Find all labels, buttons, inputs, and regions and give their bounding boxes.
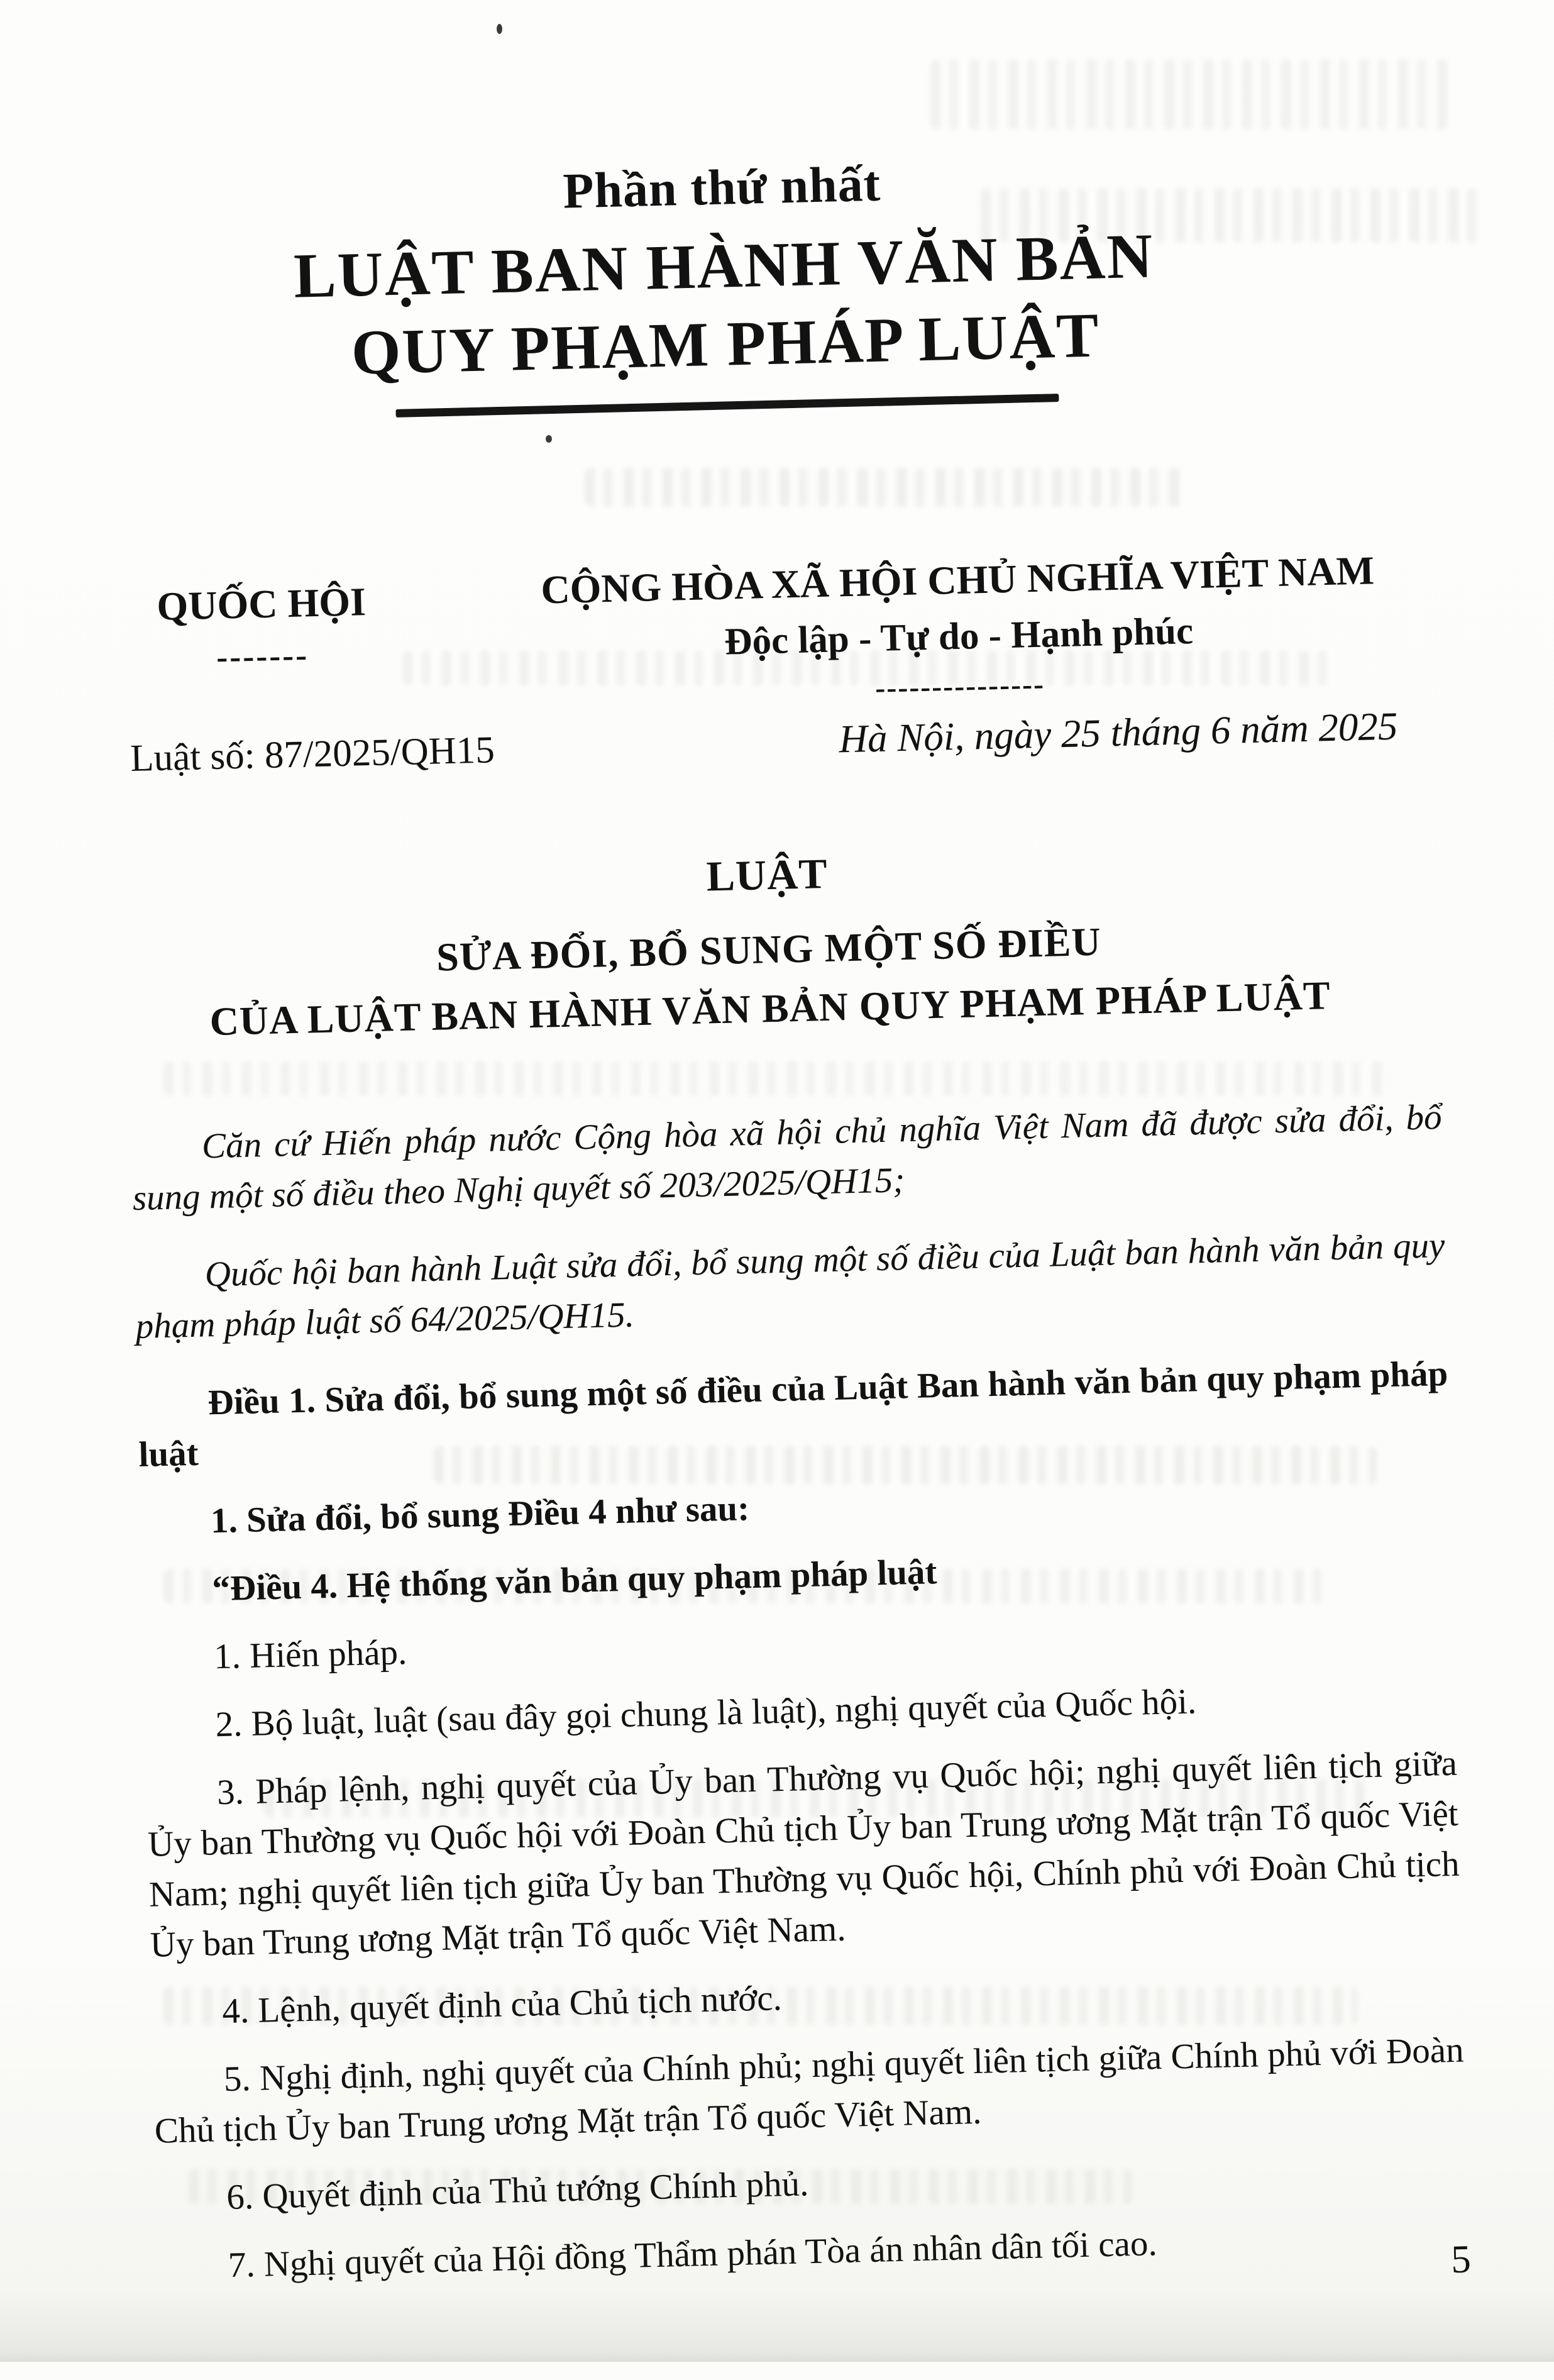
clause-heading: 1. Sửa đổi, bổ sung Điều 4 như sau: — [210, 1488, 750, 1541]
law-number: Luật số: 87/2025/QH15 — [130, 729, 495, 780]
law-title-main: LUẬT — [705, 849, 829, 900]
title-underline-rule — [395, 394, 1059, 418]
issuer-name: QUỐC HỘI — [156, 579, 366, 629]
preamble-paragraph: Căn cứ Hiến pháp nước Cộng hòa xã hội chủ nghĩa Việt Nam đã được sửa đổi, bổ sung một số điều theo Nghị quyết số 203/2025/QH15; — [132, 1097, 1443, 1219]
list-item: 5. Nghị định, nghị quyết của Chính phủ; nghị quyết liên tịch giữa Chính phủ với Đoàn Chủ tịch Ủy ban Trung ương Mặt trận Tổ quốc Việt Nam. — [154, 2030, 1465, 2151]
article-heading: Điều 1. Sửa đổi, bổ sung một số điều của Luật Ban hành văn bản quy phạm pháp luật — [138, 1353, 1448, 1475]
list-item: 2. Bộ luật, luật (sau đây gọi chung là luật), nghị quyết của Quốc hội. — [214, 1681, 1197, 1745]
part-name: Phần thứ nhất — [562, 156, 882, 219]
page-number: 5 — [1450, 2237, 1472, 2282]
issuer-divider: ------- — [216, 636, 309, 676]
letterhead-issuer — [123, 578, 401, 678]
law-body — [131, 1092, 1472, 2310]
list-item: 7. Nghị quyết của Hội đồng Thẩm phán Tòa án nhân dân tối cao. — [228, 2223, 1158, 2285]
list-item: 4. Lệnh, quyết định của Chủ tịch nước. — [221, 1978, 783, 2032]
nation-divider: --------------- — [874, 667, 1045, 706]
letterhead-nation — [536, 547, 1381, 714]
nation-motto-line-2: Độc lập - Tự do - Hạnh phúc — [724, 610, 1194, 663]
part-header — [0, 142, 1475, 428]
nation-motto-line-1: CỘNG HÒA XÃ HỘI CHỦ NGHĨA VIỆT NAM — [540, 548, 1375, 612]
dateline: Hà Nội, ngày 25 tháng 6 năm 2025 — [838, 704, 1399, 761]
preamble-paragraph: Quốc hội ban hành Luật sửa đổi, bổ sung một số điều của Luật ban hành văn bản quy phạm pháp luật số 64/2025/QH15. — [135, 1225, 1446, 1347]
part-title-line-1: LUẬT BAN HÀNH VĂN BẢN — [292, 220, 1155, 311]
law-title — [0, 832, 1548, 1050]
law-title-sub-2: CỦA LUẬT BAN HÀNH VĂN BẢN QUY PHẠM PHÁP LUẬT — [209, 973, 1331, 1044]
list-item: 3. Pháp lệnh, nghị quyết của Ủy ban Thường vụ Quốc hội; nghị quyết liên tịch giữa Ủy ban Thường vụ Quốc hội với Đoàn Chủ tịch Ủy ban Trung ương Mặt trận Tổ quốc Việt Nam; nghị quyết liên tịch giữa Ủy ban Thường vụ Quốc hội, Chính phủ với Đoàn Chủ tịch Ủy ban Trung ương Mặt trận Tổ quốc Việt Nam. — [147, 1743, 1460, 1965]
quoted-article-heading: “Điều 4. Hệ thống văn bản quy phạm pháp luật — [211, 1552, 938, 1609]
part-title-line-2: QUY PHẠM PHÁP LUẬT — [350, 299, 1101, 388]
list-item: 1. Hiến pháp. — [213, 1632, 407, 1677]
list-item: 6. Quyết định của Thủ tướng Chính phủ. — [226, 2164, 809, 2218]
law-title-sub-1: SỬA ĐỔI, BỔ SUNG MỘT SỐ ĐIỀU — [436, 919, 1102, 980]
